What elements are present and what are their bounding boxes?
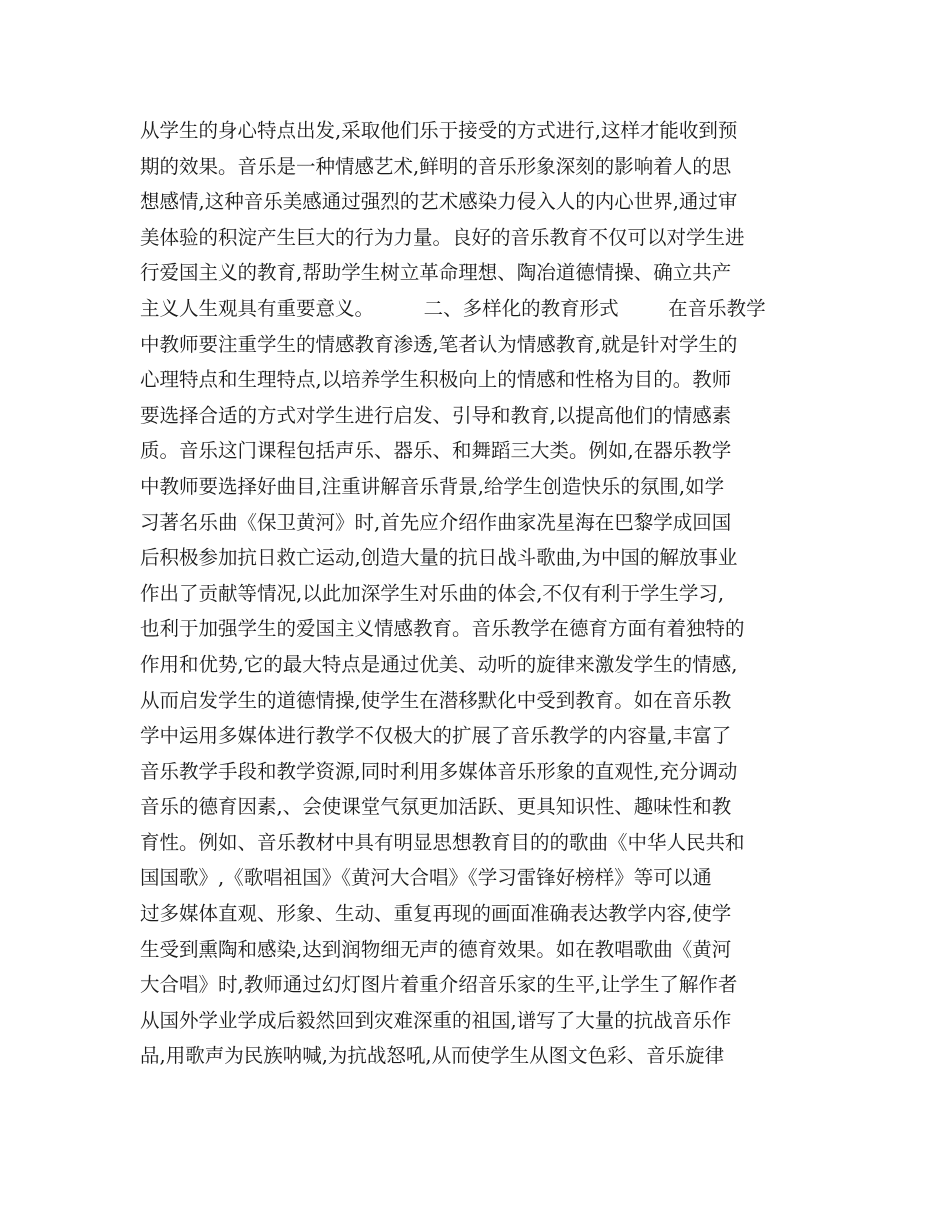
text-line: 学中运用多媒体进行教学不仅极大的扩展了音乐教学的内容量,丰富了	[140, 724, 732, 748]
text-line: 音乐教学手段和教学资源,同时利用多媒体音乐形象的直观性,充分调动	[140, 759, 738, 783]
text-line: 国国歌》,《歌唱祖国》《黄河大合唱》《学习雷锋好榜样》等可以通	[140, 866, 712, 890]
text-line: 习著名乐曲《保卫黄河》时,首先应介绍作曲家冼星海在巴黎学成回国	[140, 510, 732, 534]
text-line: 要选择合适的方式对学生进行启发、引导和教育,以提高他们的情感素	[140, 403, 732, 427]
text-line: 过多媒体直观、形象、生动、重复再现的画面准确表达教学内容,使学	[140, 902, 732, 926]
text-line: 从而启发学生的道德情操,使学生在潜移默化中受到教育。如在音乐教	[140, 688, 732, 712]
text-line: 期的效果。音乐是一种情感艺术,鲜明的音乐形象深刻的影响着人的思	[140, 154, 732, 178]
text-line: 后积极参加抗日救亡运动,创造大量的抗日战斗歌曲,为中国的解放事业	[140, 546, 738, 570]
text-line: 质。音乐这门课程包括声乐、器乐、和舞蹈三大类。例如,在器乐教学	[140, 439, 732, 463]
body-text	[140, 113, 820, 1074]
text-line: 主义人生观具有重要意义。 二、多样化的教育形式 在音乐教学	[140, 296, 766, 320]
text-line: 美体验的积淀产生巨大的行为力量。良好的音乐教育不仅可以对学生进	[140, 225, 745, 249]
text-line: 也利于加强学生的爱国主义情感教育。音乐教学在德育方面有着独特的	[140, 617, 745, 641]
text-line: 作出了贡献等情况,以此加深学生对乐曲的体会,不仅有利于学生学习,	[140, 581, 725, 605]
text-line: 想感情,这种音乐美感通过强烈的艺术感染力侵入人的内心世界,通过审	[140, 190, 738, 214]
text-line: 音乐的德育因素,、会使课堂气氛更加活跃、更具知识性、趣味性和教	[140, 795, 732, 819]
text-line: 中教师要选择好曲目,注重讲解音乐背景,给学生创造快乐的氛围,如学	[140, 474, 725, 498]
text-line: 品,用歌声为民族呐喊,为抗战怒吼,从而使学生从图文色彩、音乐旋律	[140, 1044, 725, 1068]
text-line: 生受到熏陶和感染,达到润物细无声的德育效果。如在教唱歌曲《黄河	[140, 937, 732, 961]
text-line: 心理特点和生理特点,以培养学生积极向上的情感和性格为目的。教师	[140, 368, 732, 392]
text-line: 大合唱》时,教师通过幻灯图片着重介绍音乐家的生平,让学生了解作者	[140, 973, 738, 997]
text-line: 育性。例如、音乐教材中具有明显思想教育目的的歌曲《中华人民共和	[140, 830, 745, 854]
text-line: 作用和优势,它的最大特点是通过优美、动听的旋律来激发学生的情感,	[140, 652, 738, 676]
text-line: 从国外学业学成后毅然回到灾难深重的祖国,谱写了大量的抗战音乐作	[140, 1008, 732, 1032]
text-line: 从学生的身心特点出发,采取他们乐于接受的方式进行,这样才能收到预	[140, 119, 738, 142]
text-line: 行爱国主义的教育,帮助学生树立革命理想、陶冶道德情操、确立共产	[140, 261, 732, 285]
text-line: 中教师要注重学生的情感教育渗透,笔者认为情感教育,就是针对学生的	[140, 332, 738, 356]
